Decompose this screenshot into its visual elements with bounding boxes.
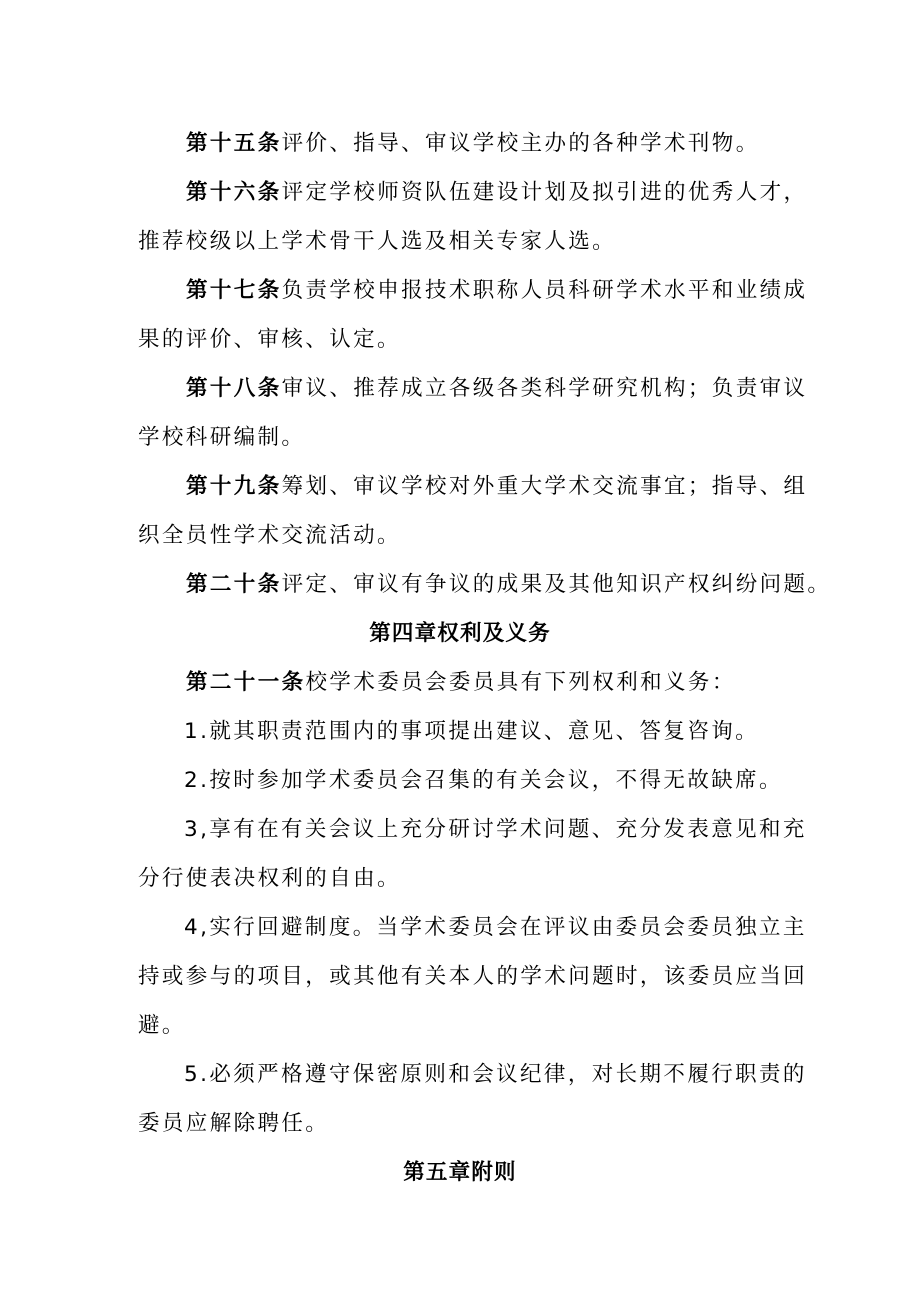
list-item-text: 2.按时参加学术委员会召集的有关会议，不得无故缺席。	[184, 768, 783, 793]
list-item-text: 持或参与的项目，或其他有关本人的学术问题时，该委员应当回	[138, 964, 808, 989]
list-item-text: 5.必须严格遵守保密原则和会议纪律，对长期不履行职责的	[184, 1062, 807, 1087]
list-item-text: 避。	[138, 1013, 186, 1038]
article-text: 筹划、审议学校对外重大学术交流事宜；指导、组	[281, 474, 808, 499]
article-15	[0, 129, 920, 159]
article-text: 评价、指导、审议学校主办的各种学术刊物。	[281, 131, 760, 156]
article-title: 第十七条	[186, 278, 282, 303]
list-item-4-continued	[0, 962, 920, 992]
article-text: 审议、推荐成立各级各类科学研究机构；负责审议	[281, 376, 808, 401]
article-title: 第二十一条	[186, 670, 306, 695]
list-item-4	[0, 913, 920, 943]
article-title: 第二十条	[186, 572, 282, 597]
list-item-4-continued-2	[0, 1011, 920, 1041]
article-title: 第十九条	[186, 474, 282, 499]
article-18	[0, 374, 920, 404]
article-text: 校学术委员会委员具有下列权利和义务：	[305, 670, 736, 695]
article-19-continued	[0, 521, 920, 551]
article-title: 第十八条	[186, 376, 282, 401]
article-text: 织全员性学术交流活动。	[138, 523, 401, 548]
list-item-2	[0, 766, 920, 796]
list-item-text: 分行使表决权利的自由。	[138, 866, 401, 891]
list-item-text: 委员应解除聘任。	[138, 1111, 330, 1136]
article-17-continued	[0, 325, 920, 355]
article-title: 第十六条	[186, 180, 282, 205]
article-text: 推荐校级以上学术骨干人选及相关专家人选。	[138, 229, 617, 254]
article-16-continued	[0, 227, 920, 257]
list-item-text: 1.就其职责范围内的事项提出建议、意见、答复咨询。	[184, 719, 760, 744]
article-text: 评定学校师资队伍建设计划及拟引进的优秀人才，	[281, 180, 808, 205]
chapter-5-heading: 第五章附则	[403, 1160, 517, 1185]
article-text: 果的评价、审核、认定。	[138, 327, 401, 352]
article-17	[0, 276, 920, 306]
list-item-5	[0, 1060, 920, 1090]
chapter-4-heading: 第四章权利及义务	[369, 621, 551, 646]
article-text: 评定、审议有争议的成果及其他知识产权纠纷问题。	[281, 572, 832, 597]
article-19	[0, 472, 920, 502]
article-16	[0, 178, 920, 208]
article-20	[0, 570, 920, 600]
list-item-1	[0, 717, 920, 747]
article-text: 负责学校申报技术职称人员科研学术水平和业绩成	[281, 278, 808, 303]
article-title: 第十五条	[186, 131, 282, 156]
list-item-5-continued	[0, 1109, 920, 1139]
article-21	[0, 668, 920, 698]
article-text: 学校科研编制。	[138, 425, 306, 450]
article-18-continued	[0, 423, 920, 453]
list-item-3-continued	[0, 864, 920, 894]
list-item-text: 4,实行回避制度。当学术委员会在评议由委员会委员独立主	[184, 915, 807, 940]
list-item-3	[0, 815, 920, 845]
list-item-text: 3,享有在有关会议上充分研讨学术问题、充分发表意见和充	[184, 817, 807, 842]
